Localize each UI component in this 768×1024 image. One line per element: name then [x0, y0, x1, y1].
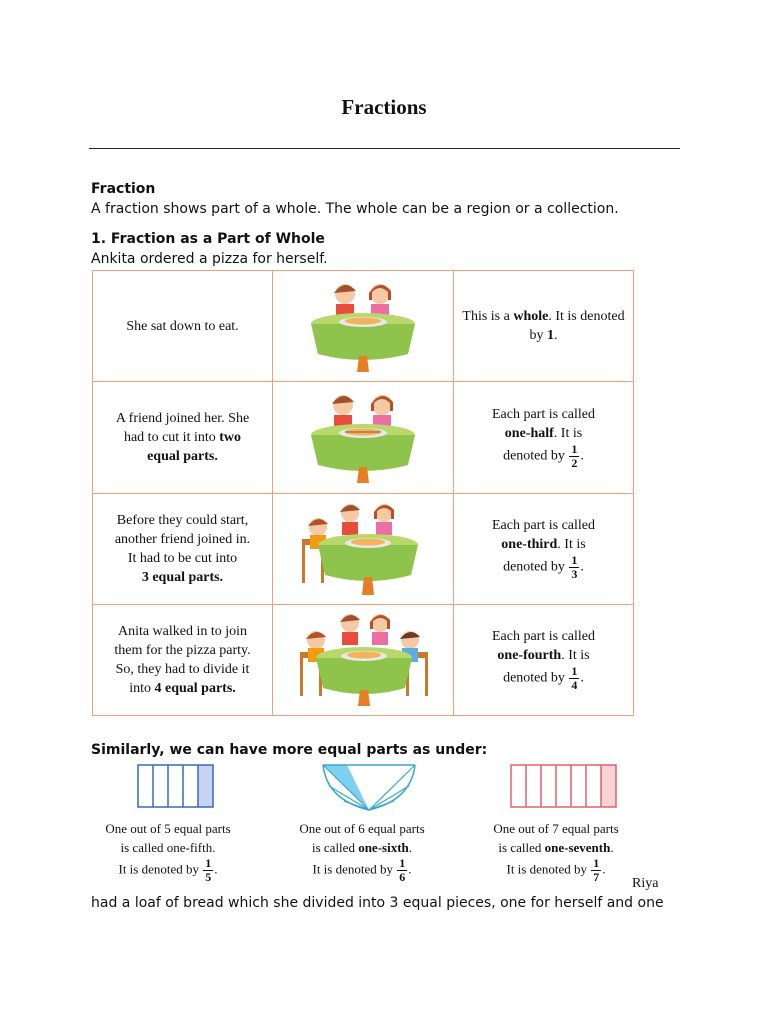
one-seventh-bar-diagram — [510, 764, 618, 809]
illustration-cell — [273, 604, 454, 715]
section1-intro: Ankita ordered a pizza for herself. — [91, 251, 328, 267]
story-cell: A friend joined her. She had to cut it into two equal parts. — [93, 382, 273, 493]
table-row — [93, 382, 634, 493]
similarly-heading: Similarly, we can have more equal parts as under: — [91, 742, 488, 758]
fraction-one-fourth: $\frac{1}{4}$ — [571, 664, 578, 693]
description-cell: Each part is called one-third. It is denoted by $\frac{1}{3}$ . — [454, 493, 634, 604]
four-children-pizza-illustration — [288, 610, 438, 710]
one-fifth-bar-diagram — [137, 764, 217, 809]
one-sixth-caption: One out of 6 equal parts is called one-sixth. It is denoted by $\frac{1}{6}$ . — [299, 821, 425, 884]
fraction-definition: A fraction shows part of a whole. The whole can be a region or a collection. — [91, 201, 619, 217]
page-title: Fractions — [341, 95, 427, 119]
title-divider — [89, 148, 680, 149]
story-cell: Before they could start, another friend joined in. It had to be cut into 3 equal parts. — [93, 493, 273, 604]
pizza-table — [92, 270, 634, 716]
section1-heading: 1. Fraction as a Part of Whole — [91, 231, 325, 247]
fraction-one-fifth: $\frac{1}{5}$ — [205, 856, 212, 884]
illustration-cell — [273, 271, 454, 382]
three-children-pizza-illustration — [288, 499, 438, 599]
fraction-one-seventh: $\frac{1}{7}$ — [593, 856, 600, 884]
bread-paragraph: had a loaf of bread which she divided into 3 equal pieces, one for herself and one — [91, 895, 664, 911]
illustration-cell — [273, 493, 454, 604]
one-sixth-semicircle-diagram — [319, 764, 419, 812]
description-cell: Each part is called one-half. It is denoted by $\frac{1}{2}$ . — [454, 382, 634, 493]
fraction-one-third: $\frac{1}{3}$ — [571, 553, 578, 582]
illustration-cell — [273, 382, 454, 493]
description-cell: This is a whole. It is denoted by 1. — [454, 271, 634, 382]
riya-text: Riya — [632, 876, 659, 891]
fraction-one-sixth: $\frac{1}{6}$ — [399, 856, 406, 884]
two-children-half-pizza-illustration — [288, 387, 438, 487]
story-cell: She sat down to eat. — [93, 271, 273, 382]
fraction-heading: Fraction — [91, 181, 156, 197]
one-seventh-caption: One out of 7 equal parts is called one-seventh. It is denoted by $\frac{1}{7}$ . — [493, 821, 619, 884]
table-row — [93, 604, 634, 715]
fraction-one-half: $\frac{1}{2}$ — [571, 441, 578, 470]
table-row — [93, 493, 634, 604]
one-fifth-caption: One out of 5 equal parts is called one-fifth. It is denoted by $\frac{1}{5}$ . — [105, 821, 231, 884]
story-cell: Anita walked in to join them for the pizza party. So, they had to divide it into 4 equal parts. — [93, 604, 273, 715]
description-cell: Each part is called one-fourth. It is denoted by $\frac{1}{4}$ . — [454, 604, 634, 715]
table-row — [93, 271, 634, 382]
two-children-pizza-illustration — [288, 276, 438, 376]
